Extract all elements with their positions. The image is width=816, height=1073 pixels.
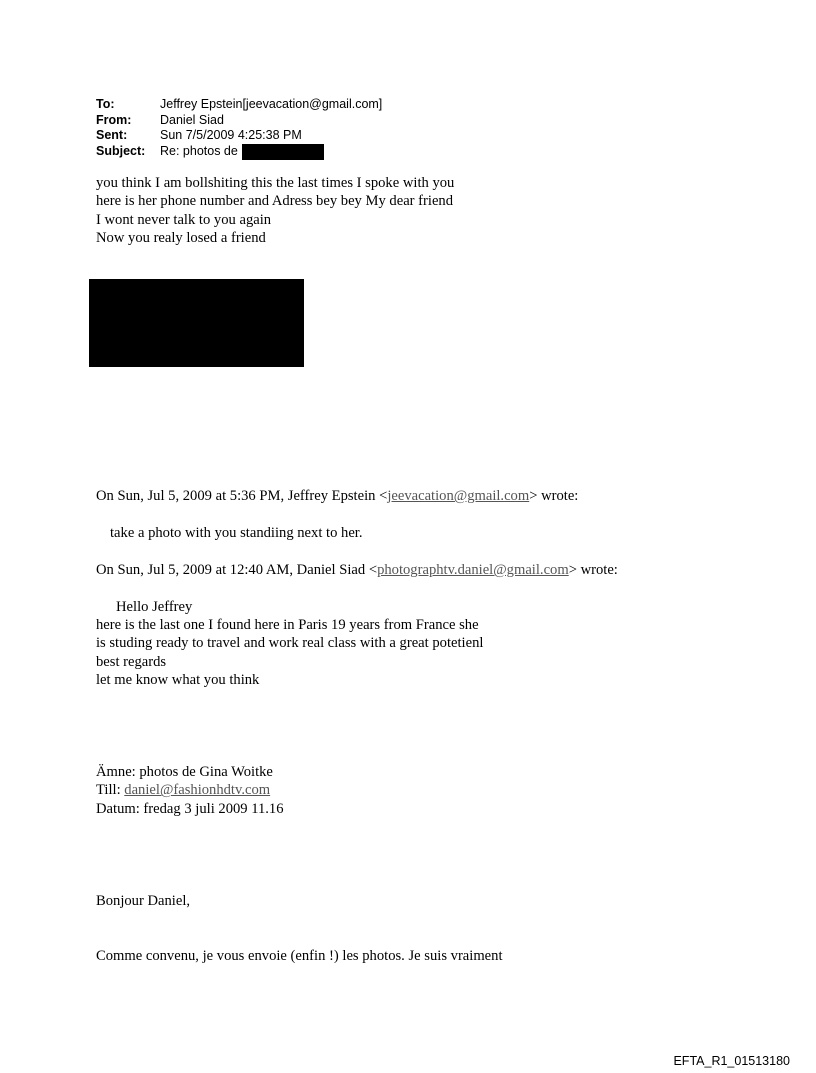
quote2-prefix: On Sun, Jul 5, 2009 at 12:40 AM, Daniel Siad < (96, 562, 378, 578)
header-from-row (96, 113, 382, 129)
from-value: Daniel Siad (160, 112, 224, 127)
forward-till-email-link[interactable]: daniel@fashionhdtv.com (124, 782, 271, 799)
from-label: From: (96, 112, 132, 127)
quote2-line: is studing ready to travel and work real class with a great potetienl (96, 635, 484, 652)
quote2-attribution (96, 561, 618, 579)
body-line: you think I am bollshiting this the last times I spoke with you (96, 175, 455, 191)
subject-value: Re: photos de (160, 143, 238, 158)
forward-body: Comme convenu, je vous envoie (enfin !) les photos. Je suis vraiment (96, 948, 503, 964)
forward-salutation: Bonjour Daniel, (96, 893, 191, 909)
sent-value: Sun 7/5/2009 4:25:38 PM (160, 128, 302, 142)
body-line: Now you realy losed a friend (96, 230, 266, 247)
forward-date: Datum: fredag 3 juli 2009 11.16 (96, 800, 284, 817)
subject-label: Subject: (96, 143, 146, 158)
quote2-suffix: > wrote: (568, 562, 618, 578)
quote1-email-link[interactable]: jeevacation@gmail.com (387, 488, 530, 504)
subject-redaction (242, 144, 324, 160)
forward-subject: Ämne: photos de Gina Woitke (96, 764, 273, 780)
header-to-row (96, 97, 382, 113)
document-id: EFTA_R1_01513180 (673, 1054, 790, 1068)
forward-till-label: Till: (96, 782, 125, 799)
quote2-greeting: Hello Jeffrey (116, 599, 193, 615)
to-label: To: (96, 97, 115, 111)
header-subject-row (96, 144, 382, 160)
quote1-suffix: > wrote: (529, 488, 579, 504)
body-line: I wont never talk to you again (96, 211, 272, 228)
quote2-line: best regards (96, 653, 167, 670)
forward-till-row (96, 781, 284, 799)
quote2-line: here is the last one I found here in Paris 19 years from France she (96, 617, 479, 633)
quote1-reply: take a photo with you standiing next to her. (110, 525, 363, 541)
quote1-prefix: On Sun, Jul 5, 2009 at 5:36 PM, Jeffrey Epstein < (96, 488, 388, 504)
quote2-email-link[interactable]: photographtv.daniel@gmail.com (377, 562, 569, 578)
quote2-line: let me know what you think (96, 672, 260, 689)
quote2-body (96, 616, 483, 690)
body-line: here is her phone number and Adress bey bey My dear friend (96, 193, 454, 210)
to-value: Jeffrey Epstein[jeevacation@gmail.com] (160, 97, 383, 111)
quote1-attribution (96, 487, 578, 505)
message-body (96, 174, 454, 248)
header-sent-row (96, 128, 382, 144)
email-header (96, 97, 382, 160)
redaction-block (89, 279, 304, 367)
sent-label: Sent: (96, 128, 128, 142)
forward-header (96, 763, 284, 818)
